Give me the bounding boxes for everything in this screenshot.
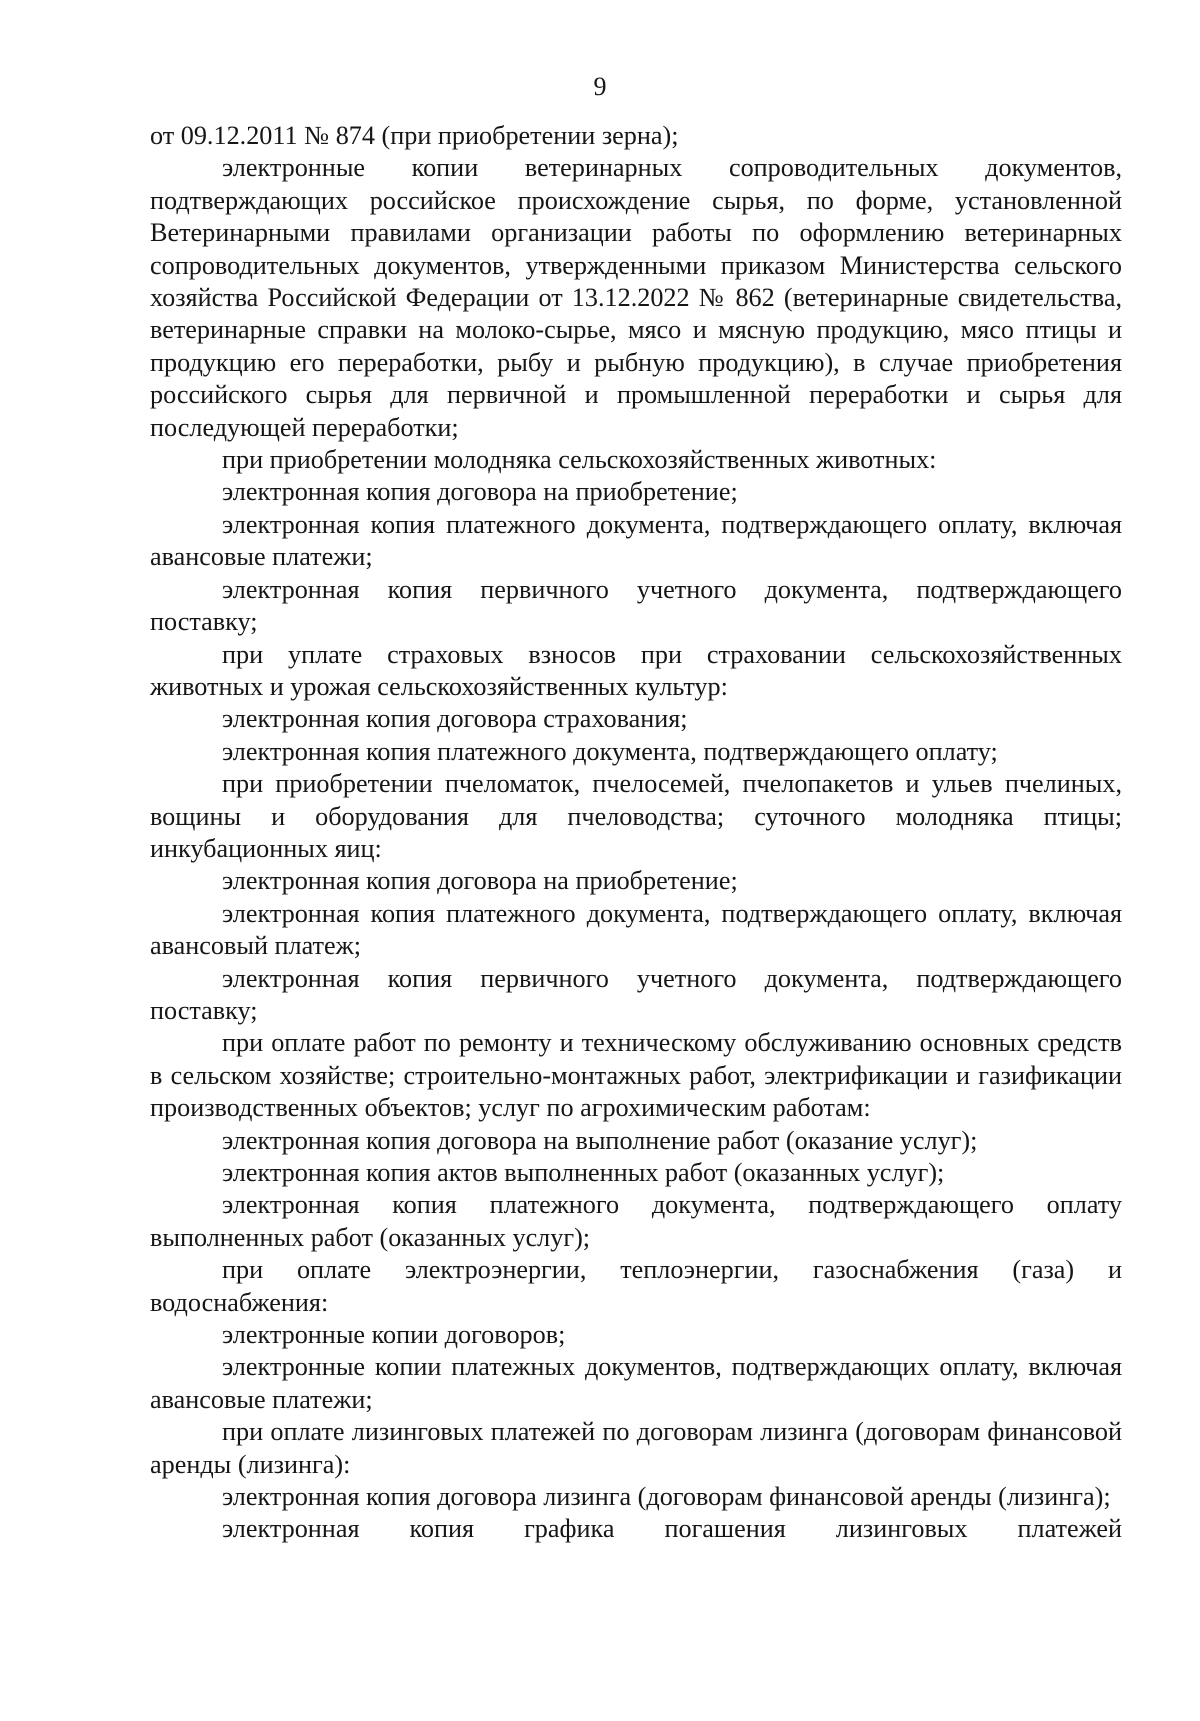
- paragraph-works-contract: электронная копия договора на выполнение работ (оказание услуг);: [222, 1125, 978, 1155]
- paragraph-works-payment: электронная копия платежного документа, подтверждающего оплату выполненных работ (оказанных услуг);: [150, 1190, 1122, 1252]
- paragraph-leasing-heading: при оплате лизинговых платежей по договорам лизинга (договорам финансовой аренды (лизинга):: [150, 1417, 1122, 1479]
- paragraph-works-acts: электронная копия актов выполненных работ (оказанных услуг);: [222, 1158, 945, 1187]
- paragraph-payment-document: электронная копия платежного документа, подтверждающего оплату, включая авансовый платеж;: [150, 898, 1122, 961]
- paragraph-purchase-contract: электронная копия договора на приобретение;: [222, 866, 738, 896]
- paragraph-insurance-payment: электронная копия платежного документа, подтверждающего оплату;: [222, 736, 998, 766]
- paragraph-utilities-heading: при оплате электроэнергии, теплоэнергии, газоснабжения (газа) и водоснабжения:: [150, 1255, 1122, 1317]
- paragraph-repair-works-heading: при оплате работ по ремонту и техническому обслуживанию основных средств в сельском хозяйстве; строительно-монтажных работ, электрификации и газификации производственных объектов; услуг по агрохимическим работам:: [150, 1028, 1122, 1123]
- page-number: 9: [593, 72, 607, 101]
- document-body: [150, 120, 1122, 1546]
- paragraph-continuation: от 09.12.2011 № 874 (при приобретении зерна);: [150, 121, 679, 150]
- paragraph-beekeeping-heading: при приобретении пчеломаток, пчелосемей, пчелопакетов и ульев пчелиных, вощины и оборудования для пчеловодства; суточного молодняка птицы; инкубационных яиц:: [150, 769, 1122, 863]
- paragraph-primary-document: электронная копия первичного учетного документа, подтверждающего поставку;: [150, 963, 1122, 1025]
- paragraph-purchase-contract: электронная копия договора на приобретение;: [222, 477, 738, 507]
- paragraph-young-livestock-heading: при приобретении молодняка сельскохозяйственных животных:: [222, 445, 937, 475]
- paragraph-utilities-payments: электронные копии платежных документов, подтверждающих оплату, включая авансовые платежи;: [150, 1352, 1122, 1414]
- paragraph-primary-document: электронная копия первичного учетного документа, подтверждающего поставку;: [150, 574, 1122, 637]
- paragraph-insurance-heading: при уплате страховых взносов при страховании сельскохозяйственных животных и урожая сельскохозяйственных культур:: [150, 639, 1122, 701]
- paragraph-vet-documents: электронные копии ветеринарных сопроводительных документов, подтверждающих российское происхождение сырья, по форме, установленной Ветеринарными правилами организации работы по оформлению ветеринарных сопроводительных документов, утвержденными приказом Министерства сельского хозяйства Российской Федерации от 13.12.2022 № 862 (ветеринарные свидетельства, ветеринарные справки на молоко-сырье, мясо и мясную продукцию, мясо птицы и продукцию его переработки, рыбу и рыбную продукцию), в случае приобретения российского сырья для первичной и промышленной переработки и сырья для последующей переработки;: [150, 153, 1122, 442]
- paragraph-utilities-contracts: электронные копии договоров;: [222, 1320, 566, 1350]
- paragraph-payment-document: электронная копия платежного документа, подтверждающего оплату, включая авансовые платежи;: [150, 509, 1122, 572]
- paragraph-insurance-contract: электронная копия договора страхования;: [222, 704, 688, 734]
- paragraph-leasing-schedule: электронная копия графика погашения лизинговых платежей: [222, 1514, 1122, 1544]
- paragraph-leasing-contract: электронная копия договора лизинга (договорам финансовой аренды (лизинга);: [222, 1482, 1111, 1512]
